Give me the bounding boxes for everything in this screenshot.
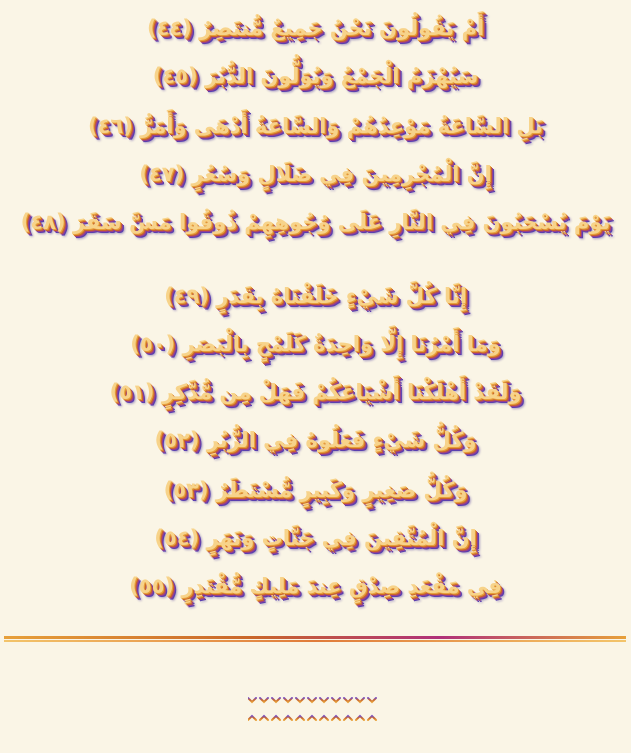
verse-55: فِي مَقْعَدِ صِدْقٍ عِندَ مَلِيكٍ مُّقْتَدِرٍ (٥٥) xyxy=(129,574,502,598)
verse-54: إِنَّ الْمُتَّقِينَ فِي جَنَّاتٍ وَنَهَرٍ (٥٤) xyxy=(154,526,477,550)
divider-line-bottom xyxy=(4,640,626,642)
verse-44: أَمْ يَقُولُونَ نَحْنُ جَمِيعٌ مُّنتَصِرٌ (٤٤) xyxy=(146,16,485,40)
verse-49: إِنَّا كُلَّ شَيْءٍ خَلَقْنَاهُ بِقَدَرٍ (٤٩) xyxy=(164,284,467,308)
verse-50: وَمَا أَمْرُنَا إِلَّا وَاحِدَةٌ كَلَمْحٍ بِالْبَصَرِ (٥٠) xyxy=(130,332,501,356)
verse-48: يَوْمَ يُسْحَبُونَ فِي النَّارِ عَلَى وُجُوهِهِمْ ذُوقُوا مَسَّ سَقَرَ (٤٨) xyxy=(20,210,611,234)
verse-47: إِنَّ الْمُجْرِمِينَ فِي ضَلَالٍ وَسُعُرٍ (٤٧) xyxy=(139,162,492,186)
verse-52: وَكُلُّ شَيْءٍ فَعَلُوهُ فِي الزُّبُرِ (٥٢) xyxy=(154,428,477,452)
divider-line-top xyxy=(4,636,626,639)
verse-51: وَلَقَدْ أَهْلَكْنَا أَشْيَاعَكُمْ فَهَلْ مِن مُّدَّكِرٍ (٥١) xyxy=(109,380,522,404)
verse-45: سَيُهْزَمُ الْجَمْعُ وَيُوَلُّونَ الدُّبُرَ (٤٥) xyxy=(152,64,479,88)
verse-46: بَلِ السَّاعَةُ مَوْعِدُهُمْ وَالسَّاعَةُ أَدْهَى وَأَمَرُّ (٤٦) xyxy=(87,114,543,138)
decorative-ornament-icon xyxy=(248,692,380,726)
verse-53: وَكُلُّ صَغِيرٍ وَكَبِيرٍ مُّسْتَطَرٌ (٥٣) xyxy=(163,478,468,502)
section-divider xyxy=(4,636,626,643)
